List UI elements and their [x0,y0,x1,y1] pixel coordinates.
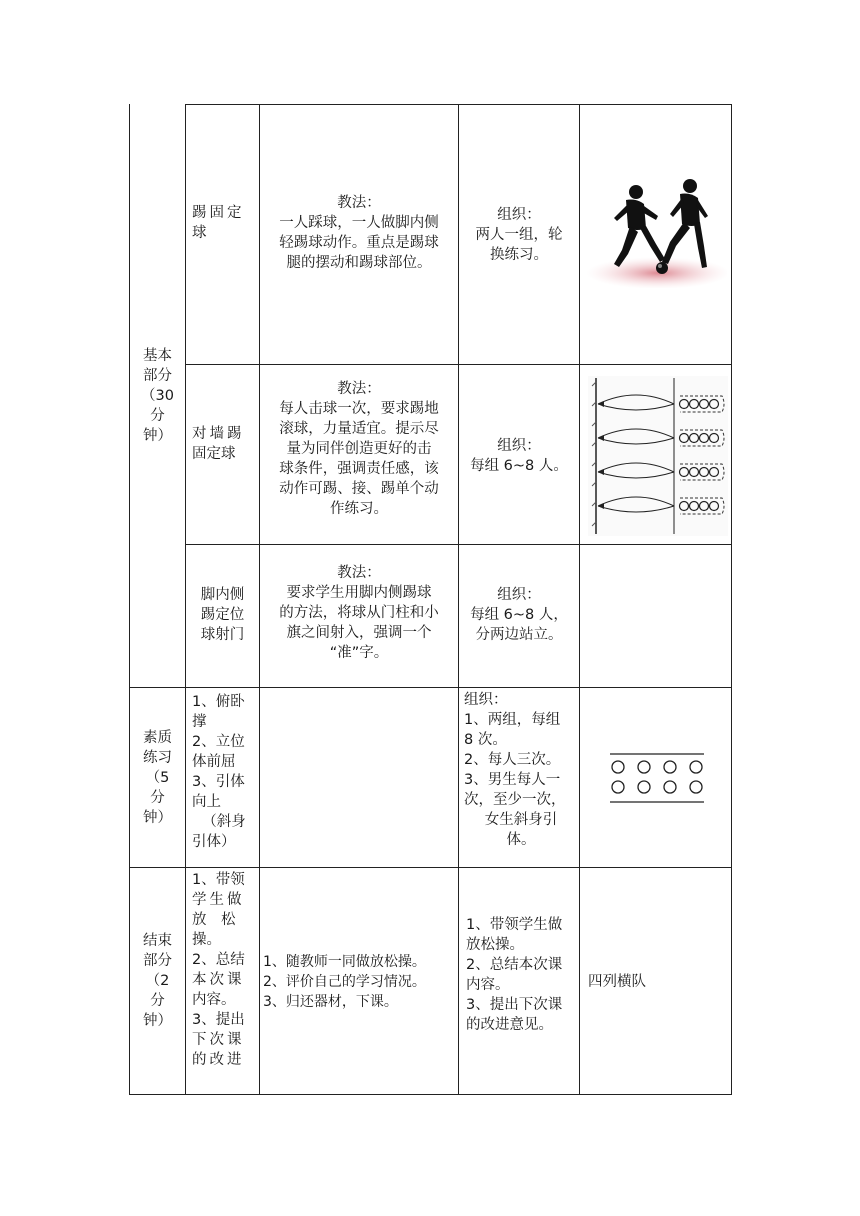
row5-formation-text: 四列横队 [588,974,646,990]
row4-item-list: 1、俯卧 撑 2、立位 体前屈 3、引体 向上 （斜身 引体） [192,694,246,850]
row4-organization: 组织： 1、两组，每组 8 次。 2、每人三次。 3、男生每人一 次，至少一次， 女生斜身引 体。 [464,692,566,848]
table-border-right [731,104,732,1094]
table-row-divider [185,364,732,365]
table-row-divider [185,104,732,105]
table-col-divider [579,104,580,1094]
table-row-divider [129,867,732,868]
row5-item-list: 1、带领 学生做 放 松 操。 2、总结 本次课 内容。 3、提出 下次课 的改进 [192,872,245,1068]
row3-organization: 组织： 每组 6~8 人， 分两边站立。 [470,587,568,643]
row3-item-name: 脚内侧 踢定位 球射门 [200,587,245,643]
table-col-divider [458,104,459,1094]
row1-item-name: 踢固定 球 [192,205,245,241]
soccer-players-illustration [586,158,727,288]
row5-method: 1、随教师一同做放松操。 2、评价自己的学习情况。 3、归还器材，下课。 [263,954,426,1010]
row3-method: 教法： 要求学生用脚内侧踢球 的方法，将球从门柱和小 旗之间射入，强调一个 “准”字。 [279,565,439,661]
row2-organization: 组织： 每组 6~8 人。 [470,438,568,474]
row1-organization: 组织： 两人一组，轮 换练习。 [475,207,563,263]
row1-method: 教法： 一人踩球，一人做脚内侧 轻踢球动作。重点是踢球 腿的摆动和踢球部位。 [279,195,439,271]
row2-method: 教法： 每人击球一次，要求踢地 滚球，力量适宜。提示尽 量为同伴创造更好的击 球条件，强调责任感，该 动作可踢、接、踢单个动 作练习。 [279,381,439,517]
row2-item-name: 对墙踢 固定球 [192,426,245,462]
table-col-divider [185,104,186,1094]
table-col-divider [259,104,260,1094]
wall-kick-diagram [588,376,728,536]
table-row-divider [185,544,732,545]
section-title-fitness: 素质 练习 （5 分 钟） [143,729,172,826]
table-border-bottom [129,1094,732,1095]
section-title-ending: 结束 部分 （2 分 钟） [143,933,172,1029]
section-title-basic: 基本 部分 （30 分 钟） [141,347,174,444]
table-row-divider [129,687,732,688]
row5-organization: 1、带领学生做 放松操。 2、总结本次课 内容。 3、提出下次课 的改进意见。 [466,917,563,1033]
circle-formation-diagram [606,750,706,806]
